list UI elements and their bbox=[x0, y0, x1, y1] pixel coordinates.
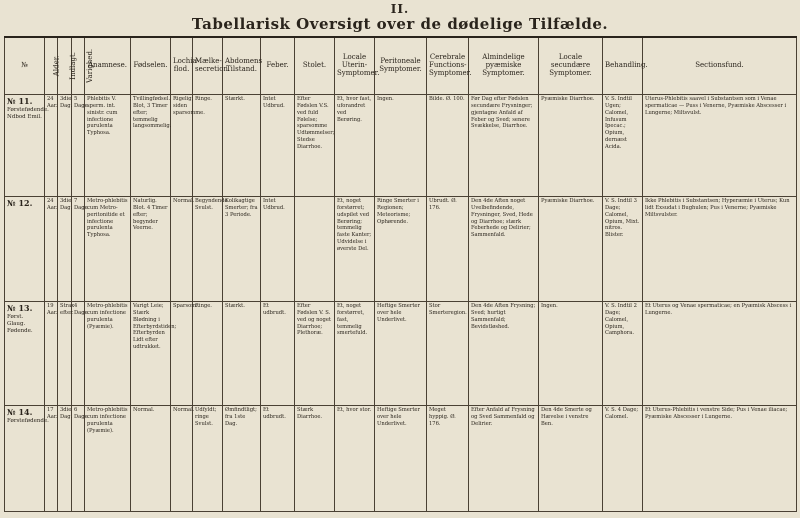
table-row bbox=[5, 95, 797, 197]
peritoneal-cell: Heftige Smerter over hele Underlivet. bbox=[375, 406, 427, 512]
abdomen-cell: Stærkt. bbox=[223, 302, 261, 406]
col-header: Stolet. bbox=[295, 37, 335, 95]
milk-cell: Ringe. bbox=[193, 95, 223, 197]
abdomen-cell: Stærkt. bbox=[223, 95, 261, 197]
uterine-cell: Et, noget forstørret, fast, temmelig smertefuld. bbox=[335, 302, 375, 406]
birth-cell: Normal. bbox=[131, 406, 171, 512]
col-header: Indlagt. bbox=[58, 37, 72, 95]
case-name2: Ndbod Emil. bbox=[7, 113, 42, 120]
peritoneal-cell: Ringe Smerter i Regionen; Meteorisme; Ophørende. bbox=[375, 197, 427, 302]
anamnesis-cell: Metro-phlebitis cum Metro-peritonitide et infectione purulenta Typhosa. bbox=[85, 197, 131, 302]
cerebral-cell: Meget hyppig. Ø. 176. bbox=[427, 406, 469, 512]
col-header: Locale secundære Symptomer. bbox=[539, 37, 603, 95]
col-header: Feber. bbox=[261, 37, 295, 95]
col-header: Locale Uterin-Symptomer. bbox=[335, 37, 375, 95]
cerebral-cell: Stor Smerteregion. bbox=[427, 302, 469, 406]
fever-cell: Et udbrudt. bbox=[261, 302, 295, 406]
col-header: № bbox=[5, 37, 45, 95]
duration-cell: 4 Dage. bbox=[72, 302, 85, 406]
case-number: № 14. bbox=[7, 407, 33, 417]
admitted-cell: 3die Dag. bbox=[58, 95, 72, 197]
lochia-cell: Rigelig; siden sparsomme. bbox=[171, 95, 193, 197]
stool-cell: Stærk Diarrhoe. bbox=[295, 406, 335, 512]
col-header: Peritoneale Symptomer. bbox=[375, 37, 427, 95]
case-cell bbox=[5, 302, 45, 406]
lochia-cell: Sparsom. bbox=[171, 302, 193, 406]
abdomen-cell: Kolikagtige Smerter; fra 3 Periode. bbox=[223, 197, 261, 302]
case-number: № 13. bbox=[7, 303, 33, 313]
table-row bbox=[5, 406, 797, 512]
col-header: Cerebrale Functions-Symptomer. bbox=[427, 37, 469, 95]
admitted-cell: 3die Dag. bbox=[58, 406, 72, 512]
anamnesis-cell: Metro-phlebitis cum infectione purulenta (Pyæmie). bbox=[85, 302, 131, 406]
duration-cell: 6 Dage. bbox=[72, 406, 85, 512]
col-header: Varighed. bbox=[72, 37, 85, 95]
col-header: Abdomens Tilstand. bbox=[223, 37, 261, 95]
milk-cell: Begyndende Svulst. bbox=[193, 197, 223, 302]
admitted-cell: 3die Dag. bbox=[58, 197, 72, 302]
milk-cell: Udfyldt; ringe Svulst. bbox=[193, 406, 223, 512]
page-number: II. bbox=[390, 2, 410, 16]
age-cell: 24 Aar. bbox=[45, 95, 58, 197]
cerebral-cell: Ubrudt. Ø. 176. bbox=[427, 197, 469, 302]
age-cell: 24 Aar. bbox=[45, 197, 58, 302]
fever-cell: Intet Udbrud. bbox=[261, 197, 295, 302]
uterine-cell: Et, noget forstørret; udspilet ved Berøring; temmelig faste Kanter; Udvidelse i øverste Del. bbox=[335, 197, 375, 302]
col-header: Sectionsfund. bbox=[643, 37, 797, 95]
uterine-cell: Et, hvor stor. bbox=[335, 406, 375, 512]
peritoneal-cell: Heftige Smerter over hele Underlivet. bbox=[375, 302, 427, 406]
section-cell: Uterus-Phlebitis saavel i Substantsen som i Venae spermaticae — Puss i Venerne, Pyæmiske Abscesser i Lungerne; Miltsvulst. bbox=[643, 95, 797, 197]
col-header: Alder. bbox=[45, 37, 58, 95]
stool-cell: Efter Fødslen V. S. ved og noget Diarrhoe; Plethoræ. bbox=[295, 302, 335, 406]
peritoneal-cell: Ingen. bbox=[375, 95, 427, 197]
table-row bbox=[5, 197, 797, 302]
case-name: Førstefødende. bbox=[7, 417, 49, 424]
col-header: Anamnese. bbox=[85, 37, 131, 95]
treatment-cell: V. S. Indtil Ugen; Calomel, Infusum Ipecac.; Opium, dernæst Acida. bbox=[603, 95, 643, 197]
case-number: № 11. bbox=[7, 96, 33, 106]
treatment-cell: V. S. 4 Dage; Calomel. bbox=[603, 406, 643, 512]
stool-cell bbox=[295, 197, 335, 302]
anamnesis-cell: Phlebitis V. sperm. int. sinistr. cum infectione purulenta Typhosa. bbox=[85, 95, 131, 197]
col-header: Behandling. bbox=[603, 37, 643, 95]
treatment-cell: V. S. Indtil 3 Dage; Calomel, Opium, Mixt. nitros. Blister. bbox=[603, 197, 643, 302]
section-cell: Ikke Phlebitis i Substantsen; Hyperæmie i Uterus; Kun lidt Exsudat i Bughulen; Pus i Venerne; Pyæmiske Miltsvulster. bbox=[643, 197, 797, 302]
duration-cell: 7 Dage. bbox=[72, 197, 85, 302]
case-name: Først. Glaug. bbox=[7, 313, 26, 327]
admitted-cell: Strax efter. bbox=[58, 302, 72, 406]
case-name2: Fødende. bbox=[7, 328, 33, 335]
pyaemic-cell: Den 4de Aften Frysning; Sved; hurtigt Sammenfald; Bevidstløshed. bbox=[469, 302, 539, 406]
pyaemic-cell: Den 4de Aften noget Uvelbefindende, Frysninger, Sved, Hede og Diarrhoe; stærk Feberhede og Delirier; Sammenfald. bbox=[469, 197, 539, 302]
birth-cell: Naturlig. Blot. 4 Timer efter; begynder Veerne. bbox=[131, 197, 171, 302]
duration-cell: 5 Dage. bbox=[72, 95, 85, 197]
col-header: Fødselen. bbox=[131, 37, 171, 95]
case-cell bbox=[5, 95, 49, 197]
col-header: Almindelige pyæmiske Symptomer. bbox=[469, 37, 539, 95]
anamnesis-cell: Metro-phlebitis cum infectione purulenta (Pyæmie). bbox=[85, 406, 131, 512]
age-cell: 19 Aar. bbox=[45, 302, 58, 406]
case-number: № 12. bbox=[7, 198, 33, 208]
cerebral-cell: Bilde. Ø. 100. bbox=[427, 95, 469, 197]
page-title: Tabellarisk Oversigt over de dødelige Tilfælde. bbox=[191, 15, 609, 33]
table-row bbox=[5, 302, 797, 406]
section-cell: Et Uterus-Phlebitis i venstre Side; Pus i Venae iliacae; Pyæmiske Abscesser i Lungerne. bbox=[643, 406, 797, 512]
pyaemic-cell: Før Dag efter Fødslen secundære Frysninger; gjentagne Anfald af Feber og Sved; senere Svækkelse, Diarrhoe. bbox=[469, 95, 539, 197]
case-cell bbox=[5, 197, 45, 302]
case-name: Førstefødende. bbox=[7, 106, 49, 113]
local-cell: Pyæmiske Diarrhoe. bbox=[539, 95, 603, 197]
birth-cell: Tvillingfødsel. Blot, 3 Timer efter; temmelig langsommelig. bbox=[131, 95, 171, 197]
uterine-cell: Et, hvor fast, uforandret ved Berøring. bbox=[335, 95, 375, 197]
age-cell: 17 Aar. bbox=[45, 406, 58, 512]
local-cell: Den 4de Smerte og Hævelse i venstre Ben. bbox=[539, 406, 603, 512]
pyaemic-cell: Efter Anfald af Frysning og Sved Sammenfald og Delirier. bbox=[469, 406, 539, 512]
local-cell: Pyæmiske Diarrhoe. bbox=[539, 197, 603, 302]
birth-cell: Varigt Leie; Stærk Blødning i Efterbyrdstiden; Efterbyrden Lidt efter udtrukket. bbox=[131, 302, 171, 406]
stool-cell: Efter Fødslen V.S. ved fuld Følelse; sparsomme Udtømmelser; Stedse Diarrhoe. bbox=[295, 95, 335, 197]
lochia-cell: Normal. bbox=[171, 197, 193, 302]
col-header: Mælke-secretion. bbox=[193, 37, 223, 95]
fever-cell: Intet Udbrud. bbox=[261, 95, 295, 197]
overview-table bbox=[4, 36, 797, 512]
fever-cell: Et udbrudt. bbox=[261, 406, 295, 512]
case-cell bbox=[5, 406, 49, 512]
section-cell: Et Uterus og Venae spermaticae; en Pyæmisk Abscess i Lungerne. bbox=[643, 302, 797, 406]
col-header: Lochia-flod. bbox=[171, 37, 193, 95]
local-cell: Ingen. bbox=[539, 302, 603, 406]
lochia-cell: Normal. bbox=[171, 406, 193, 512]
milk-cell: Ringe. bbox=[193, 302, 223, 406]
abdomen-cell: Ømfindtligt; fra 1ste Dag. bbox=[223, 406, 261, 512]
treatment-cell: V. S. Indtil 2 Dage; Calomel, Opium, Camphora. bbox=[603, 302, 643, 406]
